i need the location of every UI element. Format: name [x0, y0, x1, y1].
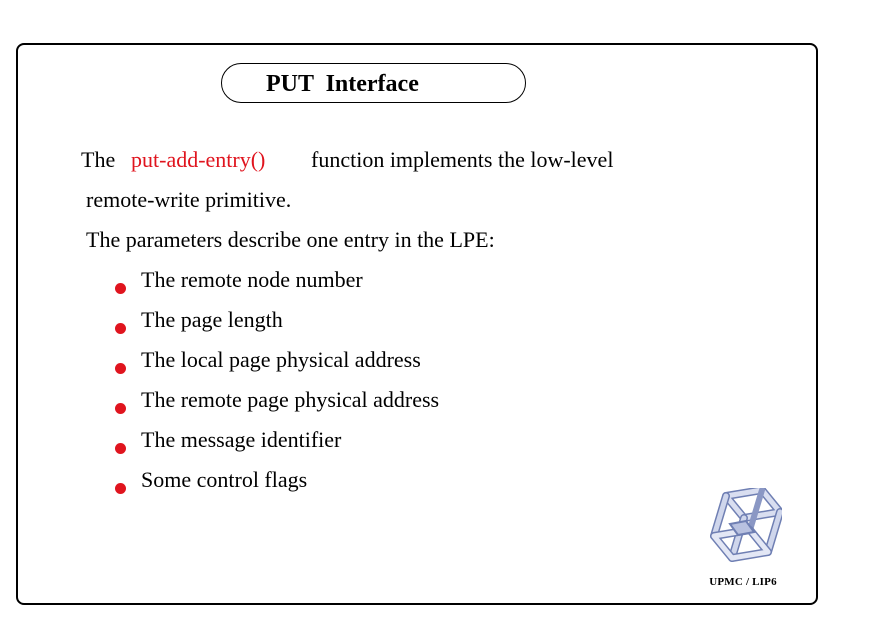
bullet-dot-icon	[115, 443, 126, 454]
bullet-item: The remote page physical address	[141, 387, 440, 412]
intro-line-2: remote-write primitive.	[86, 187, 292, 212]
intro-prefix: The	[81, 147, 116, 172]
bullet-item: The remote node number	[141, 267, 363, 292]
bullet-dot-icon	[115, 363, 126, 374]
bullet-item: The page length	[141, 307, 283, 332]
bullet-dot-icon	[115, 323, 126, 334]
bullet-item: Some control flags	[141, 467, 308, 492]
cube-logo-icon	[700, 488, 782, 570]
bullet-item: The local page physical address	[141, 347, 421, 372]
intro-line-3: The parameters describe one entry in the LPE:	[86, 227, 495, 252]
bullet-dot-icon	[115, 283, 126, 294]
bullet-dot-icon	[115, 403, 126, 414]
logo-caption: UPMC / LIP6	[709, 576, 777, 588]
slide-title: PUT Interface	[266, 71, 419, 97]
bullet-item: The message identifier	[141, 427, 342, 452]
slide-frame	[16, 43, 818, 605]
bullet-dot-icon	[115, 483, 126, 494]
function-name: put-add-entry()	[131, 147, 266, 172]
intro-suffix: function implements the low-level	[311, 147, 614, 172]
